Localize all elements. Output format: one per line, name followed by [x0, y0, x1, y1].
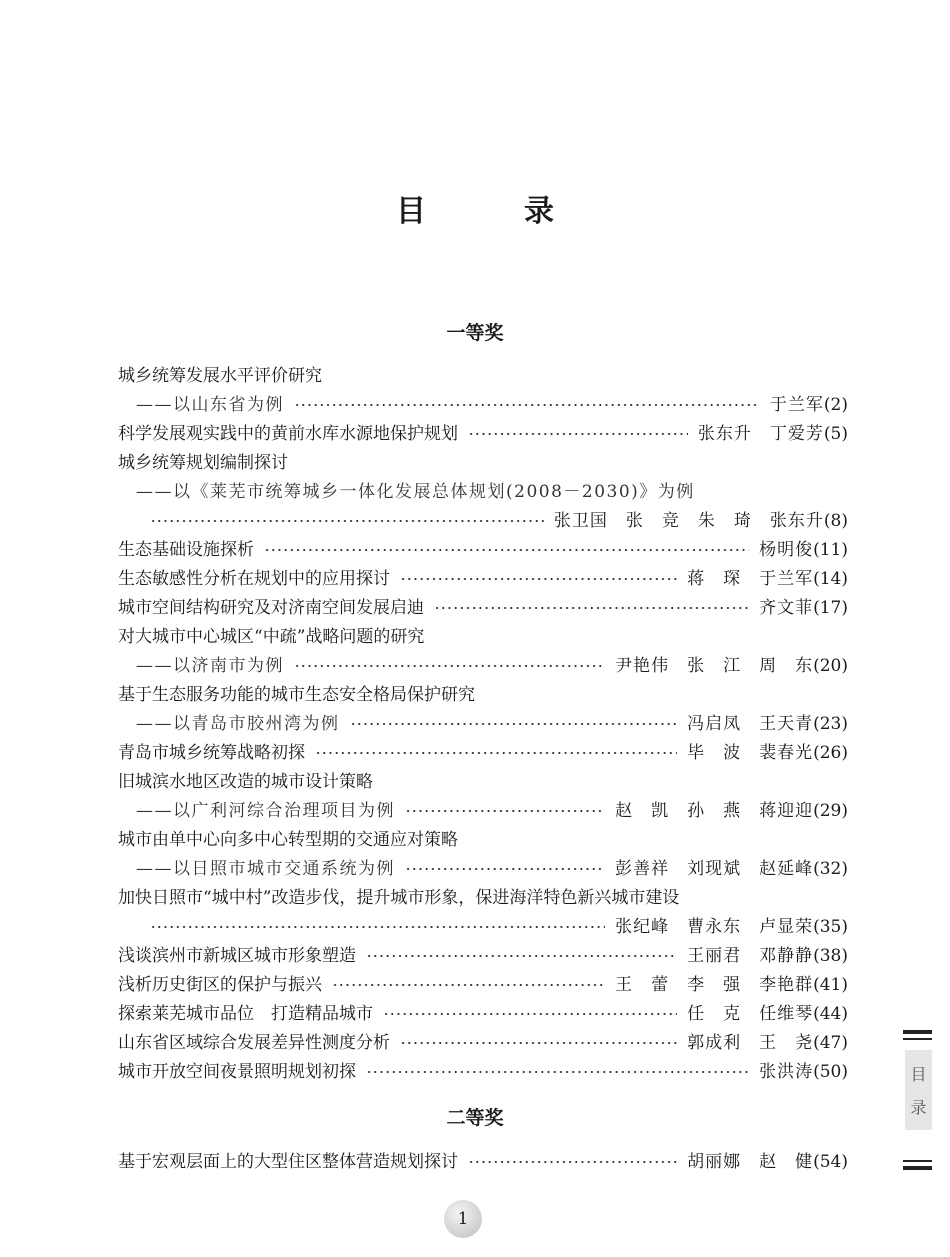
entry-title: 加快日照市“城中村”改造步伐，提升城市形象，保进海洋特色新兴城市建设 — [118, 887, 680, 908]
entry-subtitle: ——以山东省为例 — [136, 394, 284, 415]
entry-subtitle: ——以济南市为例 — [136, 655, 284, 676]
toc-entry[interactable] — [118, 360, 848, 386]
side-tab-char: 录 — [910, 1098, 927, 1117]
entry-authors: 彭善祥 刘现斌 赵延峰 — [615, 858, 814, 879]
toc-entry[interactable] — [150, 911, 848, 937]
entry-title: 山东省区域综合发展差异性测度分析 — [118, 1032, 390, 1053]
side-tab-rule-bottom — [903, 1166, 932, 1170]
toc-entry[interactable] — [136, 389, 848, 415]
leader-dots — [264, 548, 749, 552]
entry-page: (5) — [823, 423, 848, 444]
entry-title: 生态敏感性分析在规划中的应用探讨 — [118, 568, 390, 589]
toc-entry[interactable] — [136, 708, 848, 734]
entry-authors: 冯启凤 王天青 — [687, 713, 814, 734]
entry-title: 基于宏观层面上的大型住区整体营造规划探讨 — [118, 1151, 458, 1172]
entry-title: 探索莱芜城市品位 打造精品城市 — [118, 1003, 373, 1024]
leader-dots — [400, 577, 677, 581]
toc-entry[interactable] — [136, 795, 848, 821]
entry-title: 生态基础设施探析 — [118, 539, 254, 560]
entry-title: 基于生态服务功能的城市生态安全格局保护研究 — [118, 684, 475, 705]
leader-dots — [366, 954, 677, 958]
toc-entry[interactable] — [118, 418, 848, 444]
entry-page: (23) — [813, 713, 848, 734]
toc-entry[interactable] — [118, 1146, 848, 1172]
toc-entry[interactable] — [118, 824, 848, 850]
entry-page: (29) — [813, 800, 848, 821]
side-tab[interactable] — [905, 1050, 932, 1130]
leader-dots — [405, 809, 605, 813]
side-tab-rule-top-thin — [903, 1038, 932, 1040]
entry-authors: 王丽君 邓静静 — [687, 945, 814, 966]
leader-dots — [383, 1012, 677, 1016]
entry-page: (17) — [813, 597, 848, 618]
toc-entry[interactable] — [118, 1056, 848, 1082]
toc-entry[interactable] — [118, 737, 848, 763]
entry-title: 科学发展观实践中的黄前水库水源地保护规划 — [118, 423, 458, 444]
entry-authors: 杨明俊 — [759, 539, 814, 560]
side-tab-rule-bottom-thin — [903, 1160, 932, 1162]
entry-page: (44) — [813, 1003, 848, 1024]
entry-title: 城市空间结构研究及对济南空间发展启迪 — [118, 597, 424, 618]
toc-entry[interactable] — [118, 940, 848, 966]
entry-page: (50) — [813, 1061, 848, 1082]
toc-entry[interactable] — [118, 969, 848, 995]
entry-title: 青岛市城乡统筹战略初探 — [118, 742, 305, 763]
entry-page: (32) — [813, 858, 848, 879]
leader-dots — [315, 751, 677, 755]
entry-subtitle: ——以《莱芜市统筹城乡一体化发展总体规划(2008－2030)》为例 — [136, 481, 695, 502]
leader-dots — [350, 722, 678, 726]
leader-dots — [434, 606, 749, 610]
entry-subtitle: ——以青岛市胶州湾为例 — [136, 713, 340, 734]
entry-page: (8) — [823, 510, 848, 531]
entry-authors: 任 克 任维琴 — [687, 1003, 814, 1024]
entry-authors: 张卫国 张 竞 朱 琦 张东升 — [553, 510, 824, 531]
toc-entry[interactable] — [118, 534, 848, 560]
page-number-badge: 1 — [444, 1200, 482, 1238]
entry-title: 浅谈滨州市新城区城市形象塑造 — [118, 945, 356, 966]
leader-dots — [150, 519, 544, 523]
entry-page: (11) — [813, 539, 848, 560]
entry-title: 旧城滨水地区改造的城市设计策略 — [118, 771, 373, 792]
leader-dots — [468, 1160, 677, 1164]
toc-entry[interactable] — [118, 621, 848, 647]
entry-title: 城市由单中心向多中心转型期的交通应对策略 — [118, 829, 458, 850]
toc-entry[interactable] — [118, 563, 848, 589]
entry-page: (14) — [813, 568, 848, 589]
toc-entry[interactable] — [118, 592, 848, 618]
toc-entry[interactable] — [136, 853, 848, 879]
toc-entry[interactable] — [118, 766, 848, 792]
entry-title: 城乡统筹发展水平评价研究 — [118, 365, 322, 386]
entry-title: 浅析历史街区的保护与振兴 — [118, 974, 322, 995]
entry-authors: 张纪峰 曹永东 卢显荣 — [615, 916, 814, 937]
entry-authors: 张洪涛 — [759, 1061, 814, 1082]
entry-page: (47) — [813, 1032, 848, 1053]
entry-authors: 毕 波 裴春光 — [687, 742, 814, 763]
toc-entry[interactable] — [118, 1027, 848, 1053]
section-title-second-prize: 二等奖 — [446, 1107, 504, 1129]
leader-dots — [294, 403, 760, 407]
entry-page: (54) — [813, 1151, 848, 1172]
leader-dots — [294, 664, 605, 668]
page-title: 目 录 — [396, 194, 588, 229]
leader-dots — [400, 1041, 677, 1045]
leader-dots — [405, 867, 605, 871]
entry-authors: 齐文菲 — [759, 597, 814, 618]
entry-title: 对大城市中心城区“中疏”战略问题的研究 — [118, 626, 425, 647]
toc-entry[interactable] — [136, 650, 848, 676]
entry-page: (26) — [813, 742, 848, 763]
toc-entry[interactable] — [118, 998, 848, 1024]
toc-entry[interactable] — [118, 882, 848, 908]
toc-entry[interactable] — [118, 679, 848, 705]
entry-authors: 郭成利 王 尧 — [687, 1032, 814, 1053]
leader-dots — [468, 432, 688, 436]
entry-page: (41) — [813, 974, 848, 995]
entry-page: (38) — [813, 945, 848, 966]
side-tab-rule-top — [903, 1030, 932, 1034]
entry-page: (20) — [813, 655, 848, 676]
entry-title: 城乡统筹规划编制探讨 — [118, 452, 288, 473]
entry-authors: 王 蕾 李 强 李艳群 — [615, 974, 814, 995]
leader-dots — [332, 983, 605, 987]
toc-entry[interactable] — [150, 505, 848, 531]
leader-dots — [150, 925, 605, 929]
entry-authors: 胡丽娜 赵 健 — [687, 1151, 814, 1172]
entry-authors: 赵 凯 孙 燕 蒋迎迎 — [615, 800, 814, 821]
entry-authors: 于兰军 — [769, 394, 824, 415]
toc-entry[interactable] — [136, 476, 848, 502]
entry-title: 城市开放空间夜景照明规划初探 — [118, 1061, 356, 1082]
entry-authors: 张东升 丁爱芳 — [697, 423, 824, 444]
entry-page: (2) — [823, 394, 848, 415]
entry-authors: 尹艳伟 张 江 周 东 — [615, 655, 814, 676]
side-tab-char: 目 — [910, 1065, 927, 1084]
toc-entry[interactable] — [118, 447, 848, 473]
entry-subtitle: ——以广利河综合治理项目为例 — [136, 800, 395, 821]
leader-dots — [366, 1070, 749, 1074]
section-title-first-prize: 一等奖 — [446, 322, 504, 344]
entry-page: (35) — [813, 916, 848, 937]
entry-authors: 蒋 琛 于兰军 — [687, 568, 814, 589]
entry-subtitle: ——以日照市城市交通系统为例 — [136, 858, 395, 879]
